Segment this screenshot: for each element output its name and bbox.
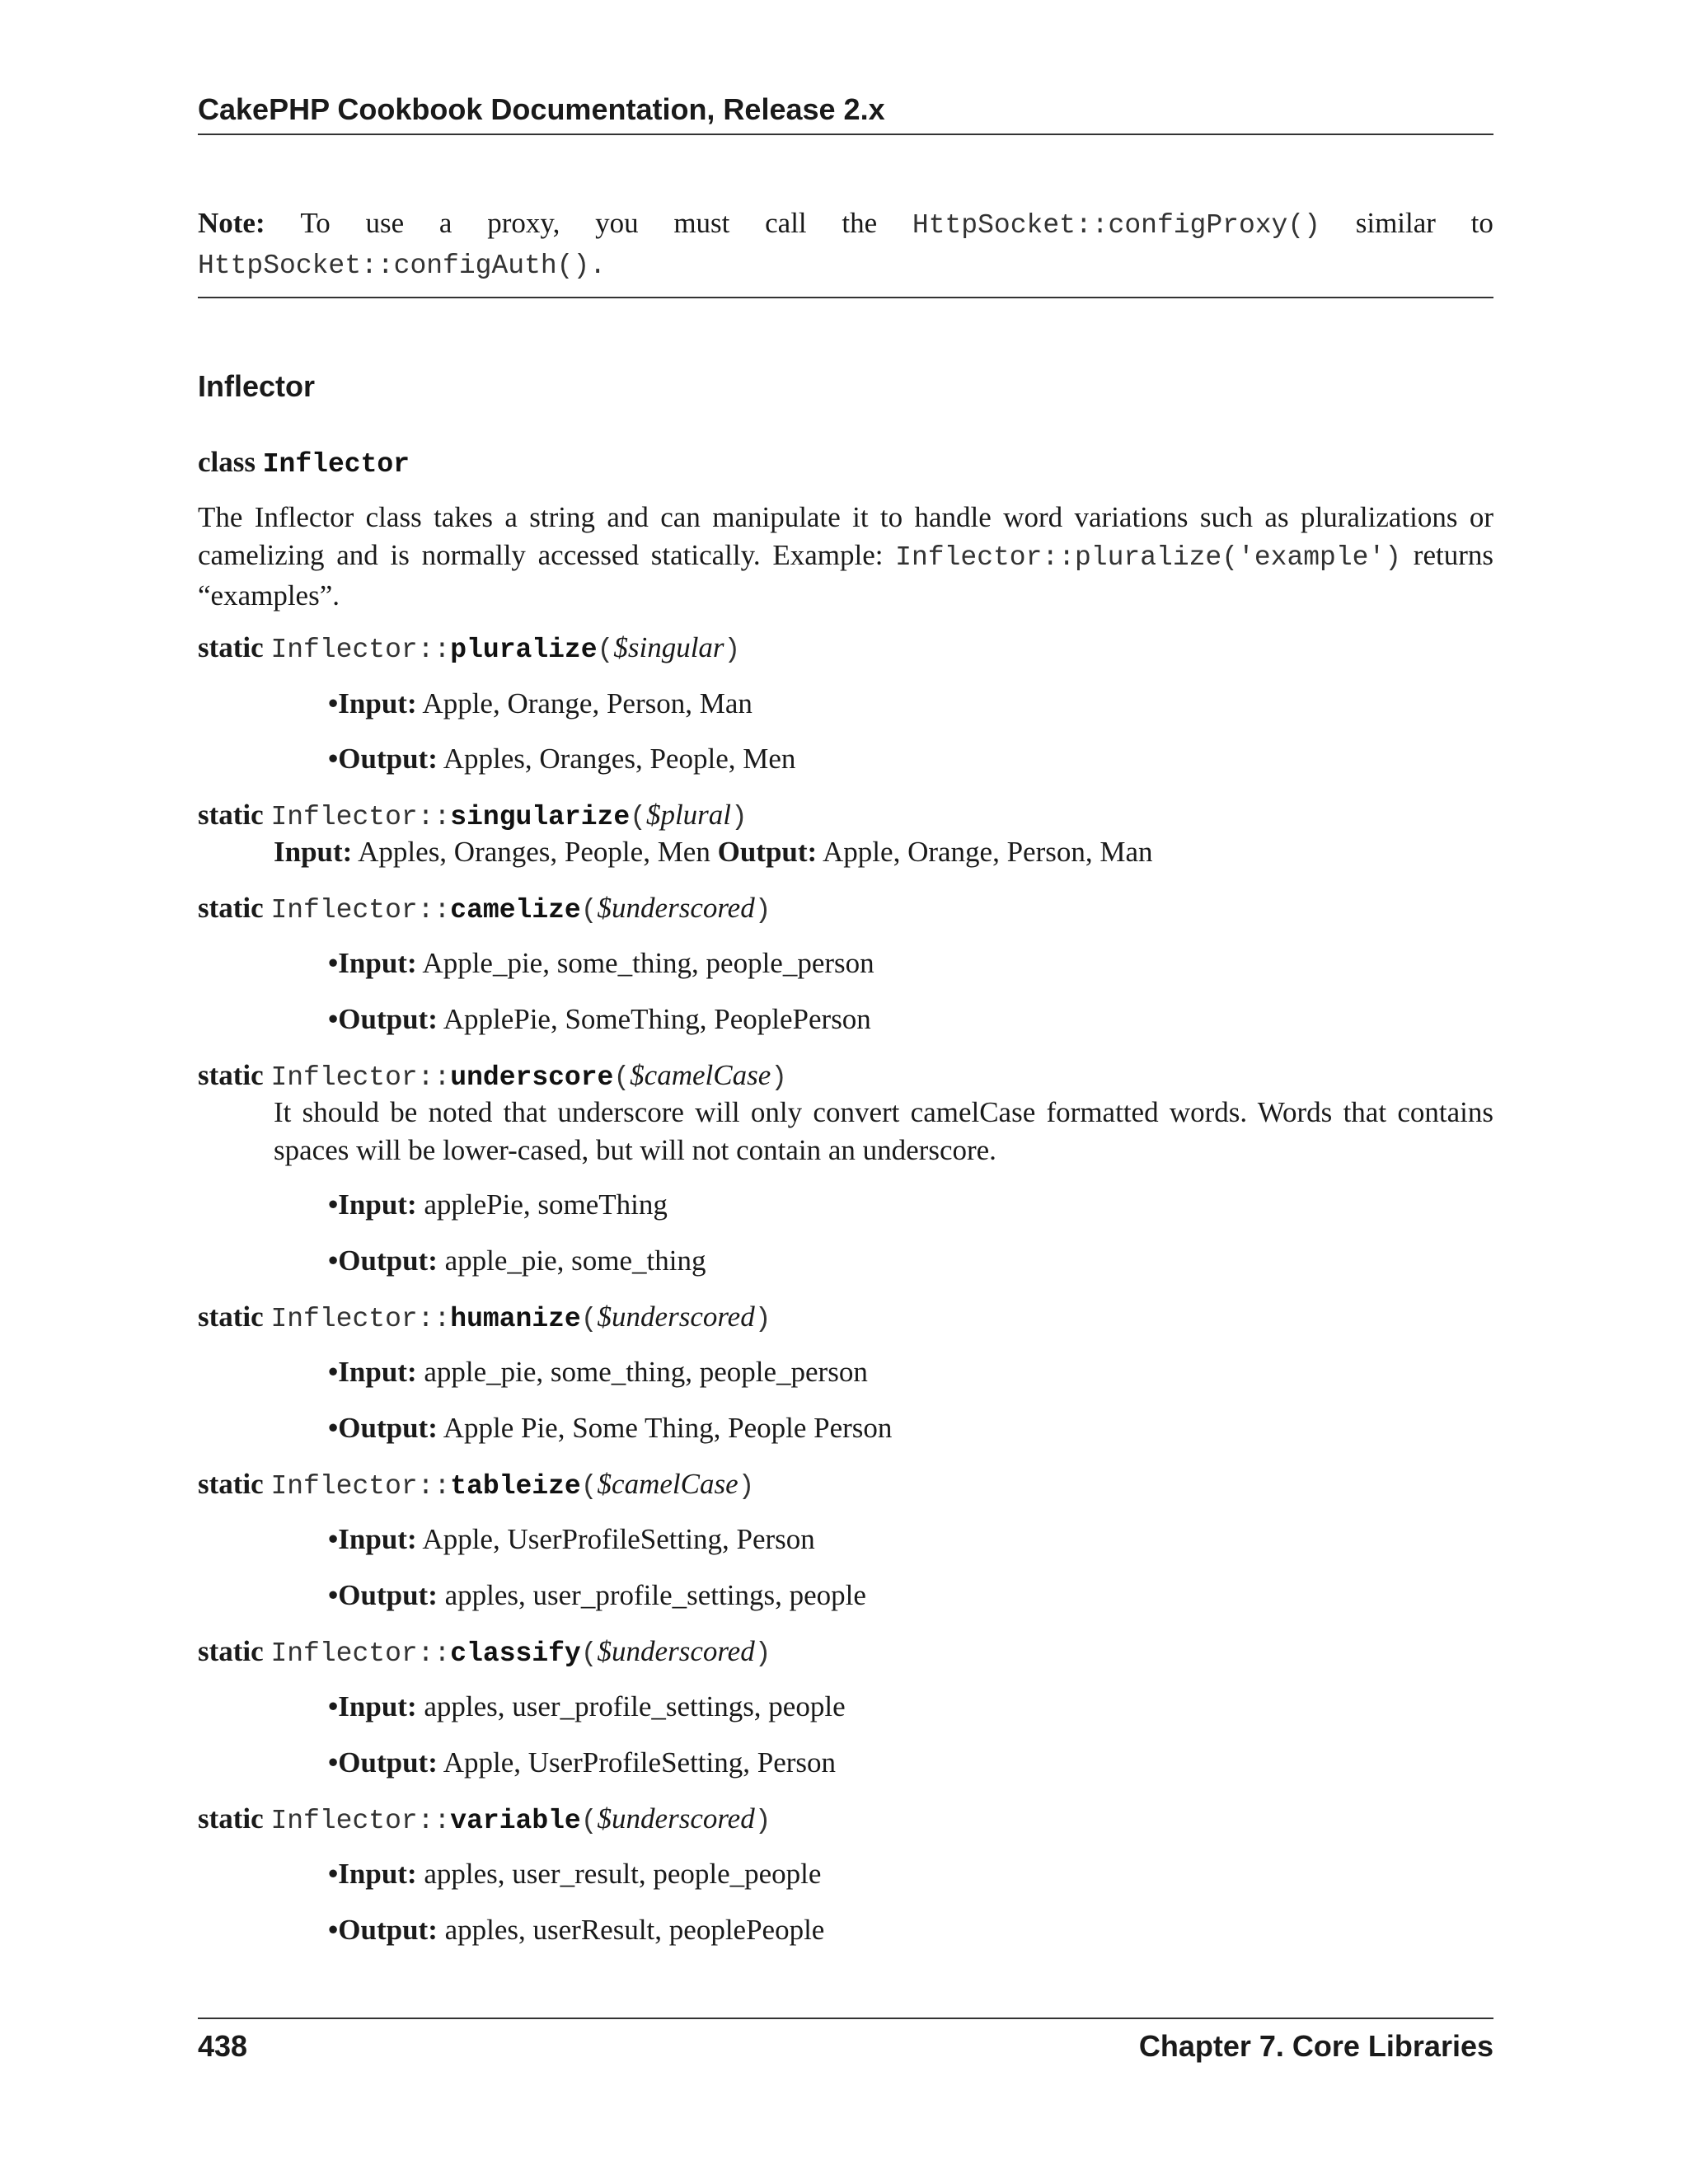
method-name: variable (450, 1806, 581, 1836)
input-value: Apples, Oranges, People, Men (358, 836, 710, 868)
static-keyword: static (198, 631, 264, 663)
method-prefix: Inflector:: (270, 1062, 451, 1093)
output-value: apples, user_profile_settings, people (444, 1579, 866, 1611)
method-prefix: Inflector:: (270, 1806, 451, 1836)
output-label: Output: (338, 1003, 438, 1035)
static-keyword: static (198, 1802, 264, 1835)
method-signature-variable: static Inflector::variable($underscored) (198, 1802, 771, 1836)
method-signature-classify: static Inflector::classify($underscored) (198, 1635, 771, 1669)
static-keyword: static (198, 1635, 264, 1667)
method-signature-humanize: static Inflector::humanize($underscored) (198, 1301, 771, 1334)
class-declaration (198, 443, 1493, 484)
static-keyword: static (198, 1059, 264, 1091)
input-value: apple_pie, some_thing, people_person (424, 1356, 868, 1388)
note-word: must (673, 207, 730, 239)
singularize-io (274, 833, 1493, 871)
output-value: Apple, UserProfileSetting, Person (443, 1746, 837, 1779)
input-label: Input: (338, 947, 417, 979)
output-value: Apple, Orange, Person, Man (823, 836, 1153, 868)
method-prefix: Inflector:: (270, 802, 451, 832)
method-prefix: Inflector:: (270, 635, 451, 665)
method-param: $camelCase (630, 1059, 771, 1091)
method-signature-camelize: static Inflector::camelize($underscored) (198, 892, 771, 926)
method-param: $underscored (597, 1635, 755, 1667)
method-param: $underscored (597, 1301, 755, 1333)
method-param: $plural (645, 799, 732, 831)
intro-code: Inflector::pluralize('example') (895, 542, 1402, 573)
method-param: $singular (613, 631, 724, 663)
section-title: Inflector (198, 369, 316, 403)
note-rule (198, 297, 1493, 298)
input-value: Apple, UserProfileSetting, Person (422, 1523, 815, 1555)
method-name: pluralize (450, 635, 598, 665)
output-label: Output: (338, 1244, 438, 1277)
input-label: Input: (338, 1690, 417, 1722)
static-keyword: static (198, 799, 264, 831)
method-name: classify (450, 1638, 581, 1669)
input-label: Input: (338, 687, 417, 719)
static-keyword: static (198, 892, 264, 924)
page-number: 438 (198, 2029, 248, 2063)
note-word: proxy, (487, 207, 560, 239)
note-code-config-auth: HttpSocket::configAuth(). (198, 251, 607, 281)
chapter-footer: Chapter 7. Core Libraries (1138, 2029, 1493, 2063)
method-signature-pluralize: static Inflector::pluralize($singular) (198, 631, 741, 665)
output-value: apple_pie, some_thing (444, 1244, 706, 1277)
note-word: the (842, 207, 878, 239)
note-label: Note: (198, 207, 265, 239)
note-word: call (765, 207, 807, 239)
footer-rule (198, 2018, 1493, 2019)
output-label: Output: (338, 743, 438, 775)
class-name: Inflector (262, 449, 410, 480)
output-value: ApplePie, SomeThing, PeoplePerson (443, 1003, 871, 1035)
method-prefix: Inflector:: (270, 1471, 451, 1502)
note-word: To (300, 207, 331, 239)
output-label: Output: (338, 1412, 438, 1444)
method-name: camelize (450, 895, 581, 926)
running-header: CakePHP Cookbook Documentation, Release 2.x (198, 92, 885, 126)
method-name: tableize (450, 1471, 581, 1502)
method-prefix: Inflector:: (270, 1638, 451, 1669)
method-signature-underscore: static Inflector::underscore($camelCase) (198, 1059, 788, 1093)
intro-text: The Inflector class takes a string and can manipulate it to handle word variations such as pluralizations or camelizing and is normally accessed statically. Example: (198, 501, 1493, 571)
method-name: singularize (450, 802, 631, 832)
method-name: underscore (450, 1062, 614, 1093)
static-keyword: static (198, 1468, 264, 1500)
input-label: Input: (338, 1523, 417, 1555)
method-signature-tableize: static Inflector::tableize($camelCase) (198, 1468, 755, 1502)
input-label: Input: (274, 836, 353, 868)
input-label: Input: (338, 1858, 417, 1890)
note-code-config-proxy: HttpSocket::configProxy() (912, 210, 1320, 241)
document-page: CakePHP Cookbook Documentation, Release 2.x Note: To use a proxy, you must call the HttpSocket::configProxy() similar to HttpSocket::configAuth(). Inflector class Inflector The Inflector class takes a string and can manipulate it to handle word variations such as pluralizations or camelizing and is normally accessed statically. Example: Inflector::pluralize('example') returns “examples”. static Inflector::pluralize($singular) •Input: Apple, Orange, Person, Man •Output: Apples, Oranges, People, Men static Inflector::singularize($plural) Input: Apples, Oranges, People, Men Output: Apple, Orange, Person, Man static Inflector::camelize($underscored) •Input: Apple_pie, some_thing, people_person •Output: ApplePie, SomeThing, PeoplePerson static Inflector::underscore($camelCase) It should be noted that underscore will only convert camelCase formatted words. Words that contains spaces will be lower-cased, but will not contain an underscore. •Input: applePie, someThing •Output: apple_pie, some_thing static Inflector::humanize($underscored) •Input: apple_pie, some_thing, people_person •Output: Apple Pie, Some Thing, People Person static Inflector::tableize($camelCase) •Input: Apple, UserProfileSetting, Person •Output: apples, user_profile_settings, people static Inflector::classify($underscored) •Input: apples, user_profile_settings, people •Output: Apple, UserProfileSetting, Person static Inflector::variable($underscored) •Input: apples, user_result, people_people •Output: apples, userResult, peoplePeople 438 Chapter 7. Core Libraries (198, 92, 1493, 2063)
output-label: Output: (338, 1914, 438, 1946)
note-word: use (365, 207, 405, 239)
method-param: $underscored (597, 1802, 755, 1835)
method-name: humanize (450, 1304, 581, 1334)
input-value: applePie, someThing (424, 1188, 668, 1221)
input-value: apples, user_profile_settings, people (424, 1690, 846, 1722)
intro-text-end: returns “examples”. (198, 539, 1493, 612)
note-admonition (198, 204, 1493, 285)
output-value: apples, userResult, peoplePeople (444, 1914, 825, 1946)
output-label: Output: (338, 1579, 438, 1611)
input-label: Input: (338, 1188, 417, 1221)
output-label: Output: (338, 1746, 438, 1779)
intro-paragraph (198, 499, 1493, 615)
output-value: Apple Pie, Some Thing, People Person (443, 1412, 893, 1444)
input-value: Apple, Orange, Person, Man (422, 687, 753, 719)
note-word: similar (1355, 207, 1436, 239)
output-value: Apples, Oranges, People, Men (443, 743, 796, 775)
header-rule (198, 134, 1493, 135)
method-prefix: Inflector:: (270, 895, 451, 926)
note-word: you (595, 207, 639, 239)
method-param: $camelCase (597, 1468, 738, 1500)
method-prefix: Inflector:: (270, 1304, 451, 1334)
class-keyword: class (198, 446, 256, 478)
output-label: Output: (717, 836, 818, 868)
underscore-description: It should be noted that underscore will only convert camelCase formatted words. Words that contains spaces will be lower-cased, but will not contain an underscore. (274, 1096, 1493, 1166)
note-word: to (1470, 207, 1493, 239)
note-word: a (438, 207, 452, 239)
input-value: Apple_pie, some_thing, people_person (422, 947, 874, 979)
method-param: $underscored (597, 892, 755, 924)
input-value: apples, user_result, people_people (424, 1858, 822, 1890)
method-signature-singularize: static Inflector::singularize($plural) (198, 799, 748, 832)
static-keyword: static (198, 1301, 264, 1333)
input-label: Input: (338, 1356, 417, 1388)
